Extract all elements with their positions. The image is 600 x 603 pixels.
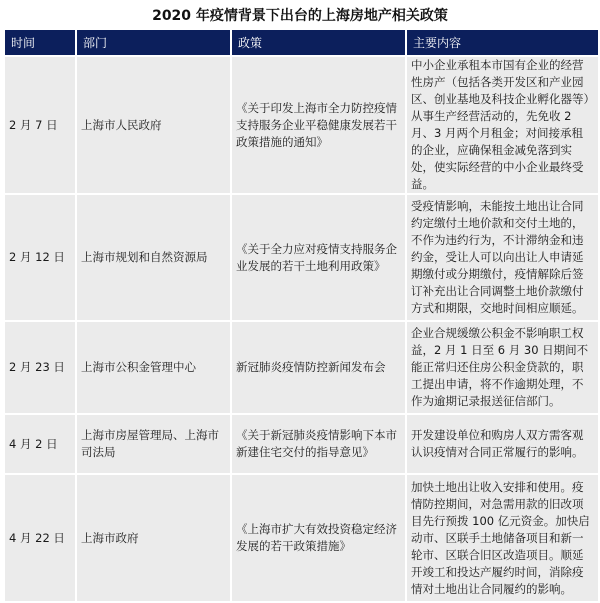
table-row bbox=[5, 322, 598, 415]
header-date: 时间 bbox=[5, 30, 75, 57]
cell-content: 加快土地出让收入安排和使用。疫情防控期间，对急需用款的旧改项目先行预拨 100 亿元资金。加快启动市、区联手土地储备项目和新一轮市、区联合旧区改造项目。顺延开竣工和投达产履约时间，消除疫情对土地出让合同履约的影响。 bbox=[407, 475, 598, 603]
cell-content: 中小企业承租本市国有企业的经营性房产（包括各类开发区和产业园区、创业基地及科技企业孵化器等）从事生产经营活动的，先免收 2 月、3 月两个月租金；对间接承租的企业，应确保租金减免落到实处，使实际经营的中小企业最终受益。 bbox=[407, 57, 598, 195]
cell-date: 2 月 12 日 bbox=[5, 195, 75, 322]
cell-content: 开发建设单位和购房人双方需客观认识疫情对合同正常履行的影响。 bbox=[407, 415, 598, 475]
table-title: 2020 年疫情背景下出台的上海房地产相关政策 bbox=[152, 8, 448, 24]
cell-policy: 新冠肺炎疫情防控新闻发布会 bbox=[232, 322, 405, 415]
cell-content: 受疫情影响，未能按土地出让合同约定缴付土地价款和交付土地的，不作为违约行为，不计滞纳金和违约金，受让人可以向出让人申请延期缴付或分期缴付，疫情解除后签订补充出让合同调整土地价款缴付方式和期限，交地时间相应顺延。 bbox=[407, 195, 598, 322]
cell-department: 上海市政府 bbox=[77, 475, 230, 603]
cell-policy: 《关于全力应对疫情支持服务企业发展的若干土地利用政策》 bbox=[232, 195, 405, 322]
policy-table bbox=[3, 30, 600, 603]
table-row bbox=[5, 195, 598, 322]
table-row bbox=[5, 475, 598, 603]
cell-department: 上海市规划和自然资源局 bbox=[77, 195, 230, 322]
cell-department: 上海市房屋管理局、上海市司法局 bbox=[77, 415, 230, 475]
cell-date: 2 月 7 日 bbox=[5, 57, 75, 195]
cell-department: 上海市公积金管理中心 bbox=[77, 322, 230, 415]
cell-date: 2 月 23 日 bbox=[5, 322, 75, 415]
header-row bbox=[5, 30, 598, 57]
cell-date: 4 月 2 日 bbox=[5, 415, 75, 475]
table-row bbox=[5, 57, 598, 195]
cell-policy: 《关于印发上海市全力防控疫情支持服务企业平稳健康发展若干政策措施的通知》 bbox=[232, 57, 405, 195]
cell-policy: 《上海市扩大有效投资稳定经济发展的若干政策措施》 bbox=[232, 475, 405, 603]
header-policy: 政策 bbox=[232, 30, 405, 57]
cell-policy: 《关于新冠肺炎疫情影响下本市新建住宅交付的指导意见》 bbox=[232, 415, 405, 475]
header-department: 部门 bbox=[77, 30, 230, 57]
table-row bbox=[5, 415, 598, 475]
cell-content: 企业合规缓缴公积金不影响职工权益，2 月 1 日至 6 月 30 日期间不能正常归还住房公积金贷款的，职工提出申请，将不作逾期处理，不作为逾期记录报送征信部门。 bbox=[407, 322, 598, 415]
header-content: 主要内容 bbox=[407, 30, 598, 57]
cell-date: 4 月 22 日 bbox=[5, 475, 75, 603]
cell-department: 上海市人民政府 bbox=[77, 57, 230, 195]
